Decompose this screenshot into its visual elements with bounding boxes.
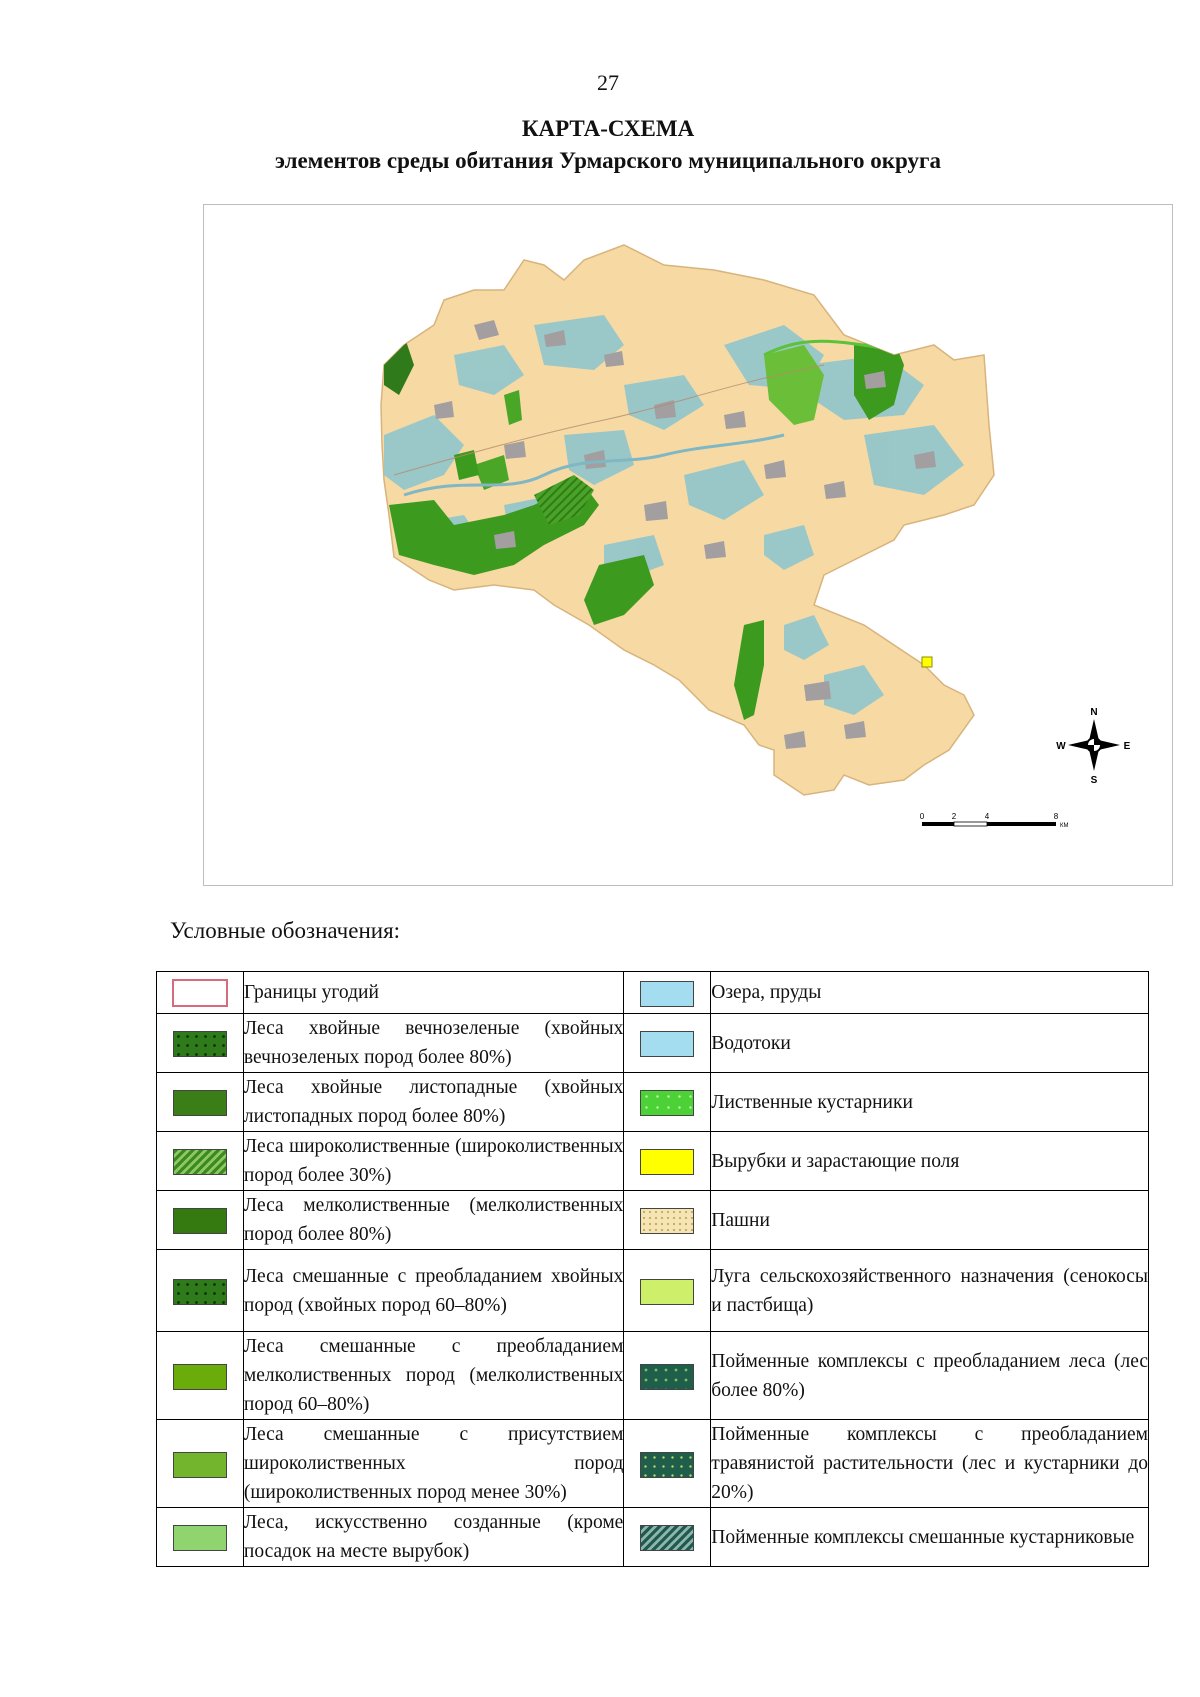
legend-swatch-cell [624, 1250, 711, 1332]
legend-swatch-cell [624, 1014, 711, 1073]
legend-swatch-dots [640, 1208, 694, 1234]
compass-n: N [1090, 707, 1098, 718]
scale-tick-2: 2 [951, 812, 957, 821]
map-frame [203, 204, 1173, 886]
legend-label: Леса хвойные листопадные (хвойных листопадных пород более 80%) [243, 1073, 623, 1132]
scale-tick-4: 4 [984, 812, 990, 821]
legend-swatch-hatch-dark [640, 1525, 694, 1551]
legend-label: Леса смешанные с преобладанием мелколиственных пород (мелколиственных пород 60–80%) [243, 1332, 623, 1420]
legend-swatch-cell [157, 1191, 244, 1250]
legend-label: Леса смешанные с присутствием широколиственных пород (широколиственных пород менее 30%) [243, 1420, 623, 1508]
legend-swatch-cell [157, 1250, 244, 1332]
legend-label: Леса смешанные с преобладанием хвойных пород (хвойных пород 60–80%) [243, 1250, 623, 1332]
scale-tick-8: 8 [1053, 812, 1059, 821]
legend-swatch-cell [624, 1132, 711, 1191]
legend-swatch-tree [173, 1031, 227, 1057]
legend-swatch-solid [173, 1452, 227, 1478]
compass-w: W [1056, 741, 1066, 752]
legend-label: Вырубки и зарастающие поля [711, 1132, 1149, 1191]
legend-swatch-cell [624, 1508, 711, 1567]
legend-label: Водотоки [711, 1014, 1149, 1073]
legend-swatch-solid [640, 1031, 694, 1057]
legend-swatch-flood-grass [640, 1452, 694, 1478]
legend-swatch-hatch [173, 1149, 227, 1175]
legend-swatch-cell [157, 1132, 244, 1191]
legend-swatch-solid [173, 1525, 227, 1551]
legend-swatch-cell [624, 1332, 711, 1420]
legend-heading: Условные обозначения: [170, 918, 401, 943]
legend-swatch-cell [624, 1420, 711, 1508]
legend-row [157, 1014, 1149, 1073]
legend-row [157, 1508, 1149, 1567]
legend-swatch-cell [157, 1073, 244, 1132]
legend-swatch-cell [157, 1014, 244, 1073]
legend-swatch-solid [173, 1364, 227, 1390]
legend-label: Пойменные комплексы с преобладанием леса (лес более 80%) [711, 1332, 1149, 1420]
legend-swatch-tree [173, 1279, 227, 1305]
map-svg [204, 205, 1172, 885]
legend-row [157, 1132, 1149, 1191]
legend-row [157, 1332, 1149, 1420]
legend-row [157, 1191, 1149, 1250]
legend-label: Луга сельскохозяйственного назначения (сенокосы и пастбища) [711, 1250, 1149, 1332]
legend-label: Границы угодий [243, 972, 623, 1014]
legend-label: Леса мелколиственные (мелколиственных пород более 80%) [243, 1191, 623, 1250]
legend-swatch-cell [157, 1508, 244, 1567]
legend-row [157, 1420, 1149, 1508]
legend-swatch-cell [624, 1073, 711, 1132]
scale-tick-0: 0 [919, 812, 925, 821]
legend-swatch-cell [157, 972, 244, 1014]
legend-label: Пашни [711, 1191, 1149, 1250]
page-title: КАРТА-СХЕМА [521, 116, 695, 141]
legend-row [157, 1073, 1149, 1132]
page-number: 27 [597, 70, 619, 95]
legend-swatch-flood-tree [640, 1364, 694, 1390]
legend-swatch-border [172, 979, 228, 1007]
legend-swatch-shrub [640, 1090, 694, 1116]
legend-label: Леса хвойные вечнозеленые (хвойных вечнозеленых пород более 80%) [243, 1014, 623, 1073]
legend-swatch-solid [173, 1208, 227, 1234]
legend-swatch-solid [173, 1090, 227, 1116]
legend-label: Озера, пруды [711, 972, 1149, 1014]
legend-swatch-solid [640, 1149, 694, 1175]
legend-swatch-solid [640, 981, 694, 1007]
compass-e: E [1123, 741, 1131, 752]
territory-arable [381, 245, 994, 795]
legend-label: Леса широколиственные (широколиственных пород более 30%) [243, 1132, 623, 1191]
legend-row [157, 972, 1149, 1014]
legend-label: Леса, искусственно созданные (кроме посадок на месте вырубок) [243, 1508, 623, 1567]
legend-swatch-cell [624, 972, 711, 1014]
legend-row [157, 1250, 1149, 1332]
legend-label: Пойменные комплексы смешанные кустарниковые [711, 1508, 1149, 1567]
legend-swatch-cell [624, 1191, 711, 1250]
legend-table [156, 971, 1149, 1567]
compass-s: S [1090, 775, 1098, 786]
compass-rose [1056, 707, 1130, 786]
scale-unit: КМ [1060, 823, 1069, 829]
legend-swatch-cell [157, 1420, 244, 1508]
cutting-patch [922, 657, 932, 667]
legend-label: Пойменные комплексы с преобладанием травянистой растительности (лес и кустарники до 20%) [711, 1420, 1149, 1508]
legend-label: Лиственные кустарники [711, 1073, 1149, 1132]
page-subtitle: элементов среды обитания Урмарского муниципального округа [275, 148, 941, 173]
legend-swatch-cell [157, 1332, 244, 1420]
legend-swatch-solid [640, 1279, 694, 1305]
scale-bar [920, 812, 1069, 829]
